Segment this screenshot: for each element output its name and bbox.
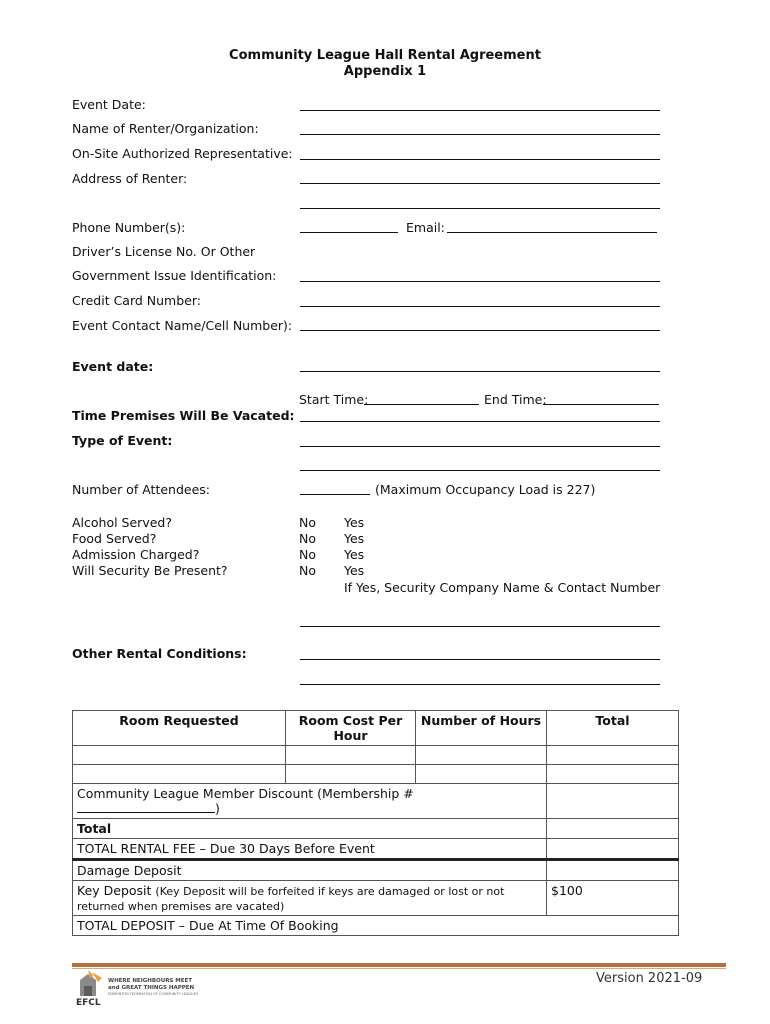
logo-organization: EDMONTON FEDERATION OF COMMUNITY LEAGUES (108, 992, 199, 996)
end-time-label: End Time: (484, 392, 547, 407)
renter-name-field[interactable] (300, 134, 660, 135)
attendees-field[interactable] (300, 494, 370, 495)
address-field-1[interactable] (300, 183, 660, 184)
other-conditions-field-1[interactable] (300, 659, 660, 660)
damage-deposit-row (73, 860, 679, 881)
renter-name-label: Name of Renter/Organization: (72, 121, 259, 136)
total-amount-cell[interactable] (547, 819, 679, 839)
total-rental-fee-label: TOTAL RENTAL FEE – Due 30 Days Before Event (73, 839, 547, 860)
hours-cell[interactable] (416, 746, 547, 765)
license-label-1: Driver’s License No. Or Other (72, 244, 256, 259)
email-field[interactable] (447, 232, 657, 233)
table-header-row (73, 711, 679, 746)
total-rental-fee-cell[interactable] (547, 839, 679, 860)
logo-tagline-line2: and GREAT THINGS HAPPEN (108, 984, 195, 991)
logo-tagline (108, 978, 194, 991)
logo-tagline-line1: WHERE NEIGHBOURS MEET (108, 978, 193, 984)
license-field[interactable] (300, 281, 660, 282)
cost-cell[interactable] (286, 746, 416, 765)
event-date2-label: Event date: (72, 359, 154, 374)
membership-number-field[interactable] (77, 801, 215, 813)
document-title: Community League Hall Rental Agreement (229, 48, 541, 63)
event-date-label: Event Date: (72, 97, 146, 112)
discount-amount-cell[interactable] (547, 784, 679, 819)
document-subtitle: Appendix 1 (343, 64, 427, 79)
total-cell[interactable] (547, 765, 679, 784)
key-deposit-note: (Key Deposit will be forfeited if keys are damaged or lost or not returned when premises are vacated) (77, 885, 505, 913)
event-type-field-1[interactable] (300, 446, 660, 447)
version-label: Version 2021-09 (596, 971, 703, 986)
admission-no-option[interactable]: No (299, 547, 316, 562)
security-contact-field[interactable] (300, 626, 660, 627)
security-no-option[interactable]: No (299, 563, 316, 578)
credit-card-field[interactable] (300, 306, 660, 307)
room-requested-header: Room Requested (73, 711, 286, 746)
vacated-label: Time Premises Will Be Vacated: (72, 408, 295, 423)
phone-field[interactable] (300, 232, 398, 233)
security-label: Will Security Be Present? (72, 563, 228, 578)
discount-prefix: Community League Member Discount (Membership # (77, 786, 414, 801)
vacated-field[interactable] (300, 421, 660, 422)
total-header: Total (547, 711, 679, 746)
max-occupancy-note: (Maximum Occupancy Load is 227) (375, 482, 596, 497)
end-time-field[interactable] (543, 404, 659, 405)
admission-yes-option[interactable]: Yes (344, 547, 365, 562)
key-deposit-amount: $100 (547, 881, 679, 916)
alcohol-yes-option[interactable]: Yes (344, 515, 365, 530)
event-contact-field[interactable] (300, 330, 660, 331)
footer-divider (72, 963, 726, 967)
event-date2-field[interactable] (300, 371, 660, 372)
security-yes-option[interactable]: Yes (344, 563, 365, 578)
rental-fee-table (72, 710, 679, 936)
start-time-label: Start Time: (299, 392, 369, 407)
representative-label: On-Site Authorized Representative: (72, 146, 293, 161)
cost-cell[interactable] (286, 765, 416, 784)
damage-deposit-label: Damage Deposit (73, 860, 547, 881)
food-no-option[interactable]: No (299, 531, 316, 546)
room-cost-header: Room Cost Per Hour (286, 711, 416, 746)
logo-efcl: EFCL (76, 998, 101, 1008)
other-conditions-label: Other Rental Conditions: (72, 646, 247, 661)
alcohol-no-option[interactable]: No (299, 515, 316, 530)
damage-deposit-cell[interactable] (547, 860, 679, 881)
total-deposit-row (73, 916, 679, 936)
event-date-field[interactable] (300, 110, 660, 111)
total-cell[interactable] (547, 746, 679, 765)
hours-cell[interactable] (416, 765, 547, 784)
discount-row (73, 784, 679, 819)
email-label: Email: (406, 220, 445, 235)
total-deposit-label: TOTAL DEPOSIT – Due At Time Of Booking (73, 916, 679, 936)
efcl-logo (72, 968, 212, 1013)
key-deposit-title: Key Deposit (77, 883, 152, 898)
credit-card-label: Credit Card Number: (72, 293, 201, 308)
start-time-field[interactable] (364, 404, 479, 405)
discount-label (73, 784, 547, 819)
security-note: If Yes, Security Company Name & Contact Number (344, 580, 661, 595)
table-row (73, 746, 679, 765)
attendees-label: Number of Attendees: (72, 482, 210, 497)
room-cell[interactable] (73, 746, 286, 765)
other-conditions-field-2[interactable] (300, 684, 660, 685)
room-cell[interactable] (73, 765, 286, 784)
alcohol-label: Alcohol Served? (72, 515, 172, 530)
event-type-label: Type of Event: (72, 433, 173, 448)
total-row (73, 819, 679, 839)
phone-label: Phone Number(s): (72, 220, 186, 235)
total-rental-fee-row (73, 839, 679, 860)
discount-suffix: ) (215, 801, 220, 816)
address-field-2[interactable] (300, 208, 660, 209)
admission-label: Admission Charged? (72, 547, 200, 562)
representative-field[interactable] (300, 159, 660, 160)
key-deposit-row (73, 881, 679, 916)
efcl-logo-icon (74, 968, 108, 998)
key-deposit-label (73, 881, 547, 916)
food-yes-option[interactable]: Yes (344, 531, 365, 546)
table-row (73, 765, 679, 784)
license-label-2: Government Issue Identification: (72, 268, 277, 283)
event-contact-label: Event Contact Name/Cell Number): (72, 318, 293, 333)
total-label: Total (73, 819, 547, 839)
food-label: Food Served? (72, 531, 157, 546)
event-type-field-2[interactable] (300, 470, 660, 471)
address-label: Address of Renter: (72, 171, 188, 186)
number-of-hours-header: Number of Hours (416, 711, 547, 746)
